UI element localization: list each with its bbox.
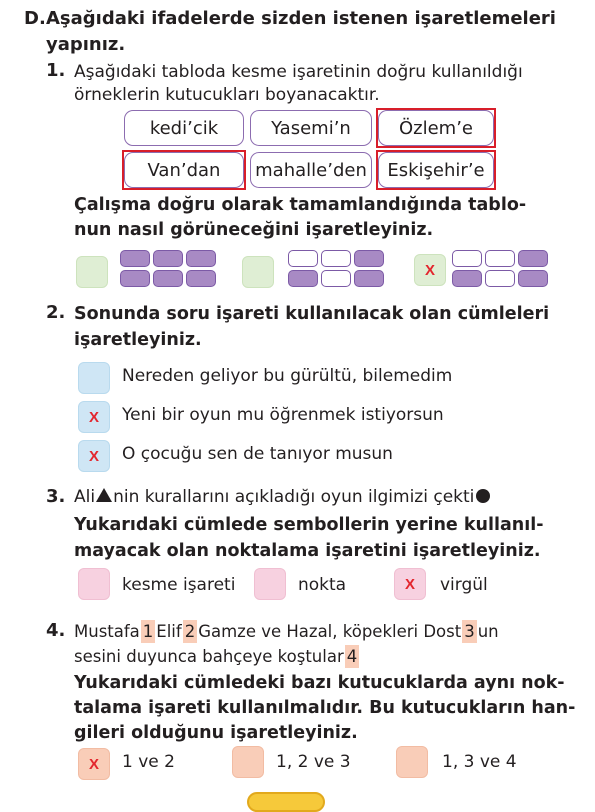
q3-sentence-b: nin kurallarını açıkladığı oyun ilgimizi çekti bbox=[113, 487, 475, 507]
q4-prompt-line1: Yukarıdaki cümledeki bazı kutucuklarda aynı nok- bbox=[74, 673, 565, 693]
q2-text-line2: işaretleyiniz. bbox=[74, 330, 202, 350]
q4-number: 4. bbox=[46, 620, 66, 641]
q2-number: 2. bbox=[46, 302, 66, 323]
q3-option-b-checkbox[interactable] bbox=[254, 568, 286, 600]
q4-text: Elif bbox=[156, 622, 182, 641]
q4-prompt-line2: talama işareti kullanılmalıdır. Bu kutucukların han- bbox=[74, 698, 576, 718]
word-box: Özlem’e bbox=[378, 110, 494, 146]
q3-option-a-label: kesme işareti bbox=[122, 575, 236, 595]
q3-number: 3. bbox=[46, 486, 66, 507]
q4-option-c-label: 1, 3 ve 4 bbox=[442, 752, 517, 772]
blank-box-3: 3 bbox=[464, 622, 475, 641]
q3-option-a-checkbox[interactable] bbox=[78, 568, 110, 600]
blank-box-2: 2 bbox=[184, 622, 196, 641]
q4-line2 bbox=[74, 645, 360, 668]
q1-option-c-checkbox[interactable]: X bbox=[414, 254, 446, 286]
q1-option-b-checkbox[interactable] bbox=[242, 256, 274, 288]
q3-prompt-line2: mayacak olan noktalama işaretini işaretleyiniz. bbox=[74, 541, 541, 561]
q1-option-a-grid bbox=[120, 250, 216, 290]
section-title-line1: Aşağıdaki ifadelerde sizden istenen işaretlemeleri bbox=[46, 8, 556, 29]
q3-sentence-a: Ali bbox=[74, 487, 96, 507]
q4-option-a-label: 1 ve 2 bbox=[122, 752, 175, 772]
q1-text-line1: Aşağıdaki tabloda kesme işaretinin doğru kullanıldığı bbox=[74, 62, 523, 82]
q3-prompt-line1: Yukarıdaki cümlede sembollerin yerine kullanıl- bbox=[74, 515, 544, 535]
q4-option-b-label: 1, 2 ve 3 bbox=[276, 752, 351, 772]
q2-option-b-label: Yeni bir oyun mu öğrenmek istiyorsun bbox=[122, 405, 444, 425]
q1-number: 1. bbox=[46, 60, 66, 81]
q2-option-a-checkbox[interactable] bbox=[78, 362, 110, 394]
highlight-frame bbox=[376, 150, 496, 190]
section-letter: D. bbox=[24, 8, 46, 29]
q4-option-b-checkbox[interactable] bbox=[232, 746, 264, 778]
q2-option-a-label: Nereden geliyor bu gürültü, bilemedim bbox=[122, 366, 453, 386]
q4-text: Gamze ve Hazal, köpekleri Dost bbox=[198, 622, 462, 641]
word-box: Van’dan bbox=[124, 152, 244, 188]
q4-option-a-checkbox[interactable]: X bbox=[78, 748, 110, 780]
q3-option-c-checkbox[interactable]: X bbox=[394, 568, 426, 600]
highlight-frame bbox=[376, 108, 496, 148]
q1-prompt-line1: Çalışma doğru olarak tamamlandığında tablo- bbox=[74, 195, 527, 215]
section-title-line2: yapınız. bbox=[46, 34, 126, 55]
q2-option-c-label: O çocuğu sen de tanıyor musun bbox=[122, 444, 393, 464]
q4-line1 bbox=[74, 620, 499, 643]
q4-text: sesini duyunca bahçeye koştular bbox=[74, 647, 344, 666]
q1-prompt-line2: nun nasıl görüneceğini işaretleyiniz. bbox=[74, 220, 434, 240]
q2-option-b-checkbox[interactable]: X bbox=[78, 401, 110, 433]
q2-option-c-checkbox[interactable]: X bbox=[78, 440, 110, 472]
q1-option-a-checkbox[interactable] bbox=[76, 256, 108, 288]
q3-sentence bbox=[74, 486, 490, 509]
q4-prompt-line3: gileri olduğunu işaretleyiniz. bbox=[74, 723, 358, 743]
highlight-frame bbox=[122, 150, 246, 190]
triangle-icon bbox=[96, 488, 112, 502]
q3-option-b-label: nokta bbox=[298, 575, 347, 595]
word-box: Eskişehir’e bbox=[378, 152, 494, 188]
word-box: Yasemi’n bbox=[250, 110, 372, 146]
circle-icon bbox=[476, 489, 490, 503]
q4-text: un bbox=[477, 622, 499, 641]
blank-box-4: 4 bbox=[346, 647, 358, 666]
word-box: mahalle’den bbox=[250, 152, 372, 188]
blank-box-1: 1 bbox=[142, 622, 154, 641]
q3-option-c-label: virgül bbox=[440, 575, 488, 595]
word-box: kedi’cik bbox=[124, 110, 244, 146]
q1-text-line2: örneklerin kutucukları boyanacaktır. bbox=[74, 85, 380, 105]
q4-text: Mustafa bbox=[74, 622, 140, 641]
q1-option-b-grid bbox=[288, 250, 384, 290]
q2-text-line1: Sonunda soru işareti kullanılacak olan cümleleri bbox=[74, 304, 550, 324]
q1-option-c-grid bbox=[452, 250, 548, 290]
page-tab bbox=[247, 792, 325, 812]
q4-option-c-checkbox[interactable] bbox=[396, 746, 428, 778]
